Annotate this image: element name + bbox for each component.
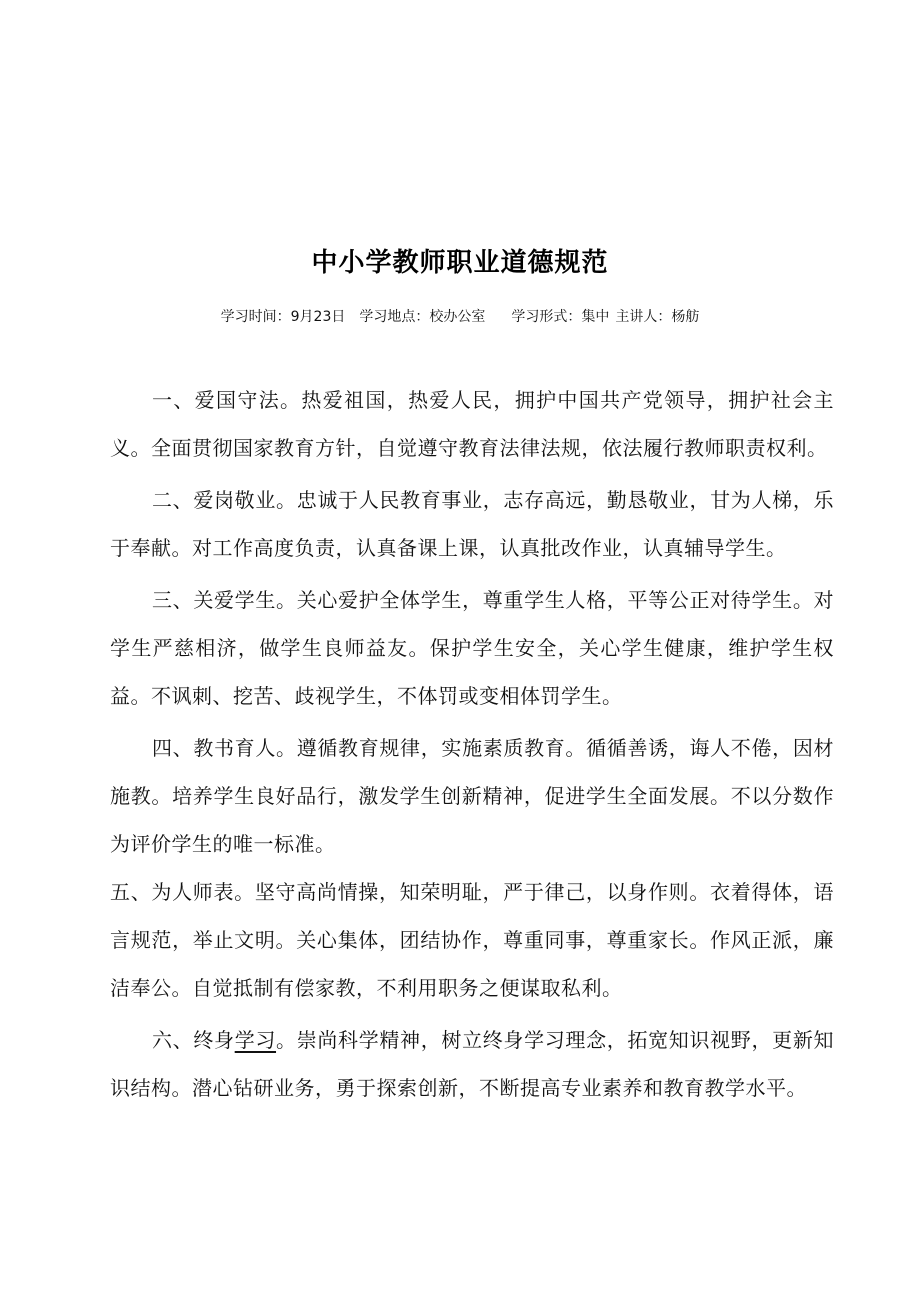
learning-link[interactable]: 学习 — [234, 1028, 277, 1052]
document-title: 中小学教师职业道德规范 — [311, 248, 609, 278]
study-format: 学习形式：集中 — [511, 309, 610, 325]
study-location: 学习地点：校办公室 — [359, 309, 486, 325]
document-body — [110, 376, 834, 1112]
speaker: 主讲人：杨舫 — [615, 309, 700, 325]
paragraph-patriotism: 一、爱国守法。热爱祖国，热爱人民，拥护中国共产党领导，拥护社会主义。全面贯彻国家教育方针，自觉遵守教育法律法规，依法履行教师职责权利。 — [110, 388, 834, 460]
paragraph-dedication: 二、爱岗敬业。忠诚于人民教育事业，志存高远，勤恳敬业，甘为人梯，乐于奉献。对工作高度负责，认真备课上课，认真批改作业，认真辅导学生。 — [110, 488, 834, 560]
paragraph-lifelong-learning — [110, 1016, 834, 1112]
paragraph-suffix: 。崇尚科学精神，树立终身学习理念，拓宽知识视野，更新知识结构。潜心钻研业务，勇于探索创新，不断提高专业素养和教育教学水平。 — [110, 1028, 834, 1100]
study-info-line — [0, 306, 920, 328]
paragraph-caring-students: 三、关爱学生。关心爱护全体学生，尊重学生人格，平等公正对待学生。对学生严慈相济，做学生良师益友。保护学生安全，关心学生健康，维护学生权益。不讽刺、挖苦、歧视学生，不体罚或变相体罚学生。 — [110, 588, 834, 708]
paragraph-teaching: 四、教书育人。遵循教育规律，实施素质教育。循循善诱，诲人不倦，因材施教。培养学生良好品行，激发学生创新精神，促进学生全面发展。不以分数作为评价学生的唯一标准。 — [110, 736, 834, 856]
paragraph-prefix: 六、终身 — [152, 1028, 235, 1052]
paragraph-role-model: 五、为人师表。坚守高尚情操，知荣明耻，严于律己，以身作则。衣着得体，语言规范，举止文明。关心集体，团结协作，尊重同事，尊重家长。作风正派，廉洁奉公。自觉抵制有偿家教，不利用职务之便谋取私利。 — [110, 880, 834, 1000]
study-time: 学习时间：9月23日 — [220, 309, 346, 325]
